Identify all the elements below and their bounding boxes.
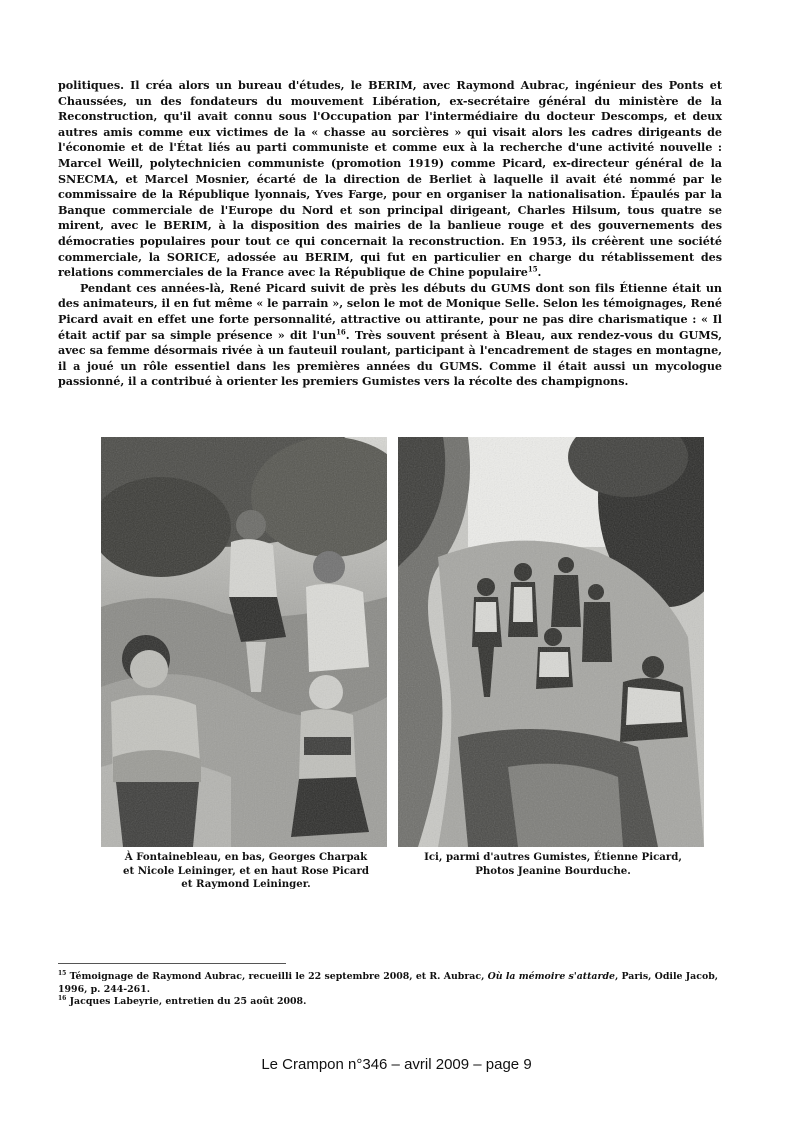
paragraph-1-text: politiques. Il créa alors un bureau d'études, le BERIM, avec Raymond Aubrac, ingénieur des Ponts et Chaussées, un des fondateurs du mouvement Libération, ex-secrétaire général du ministère de la Reconstruction, qu'il avait connu sous l'Occupation par l'intermédiaire du docteur Descomps, et deux autres amis comme eux victimes de la « chasse au sorcières » qui visait alors les cadres dirigeants de l'économie et de l'État liés au parti communiste et comme eux à la recherche d'une activité nouvelle : Marcel Weill, polytechnicien communiste (promotion 1919) comme Picard, ex-directeur général de la SNECMA, et Marcel Mosnier, écarté de la direction de Berliet à laquelle il avait été nommé par le commissaire de la République lyonnais, Yves Farge, pour en organiser la nationalisation. Épaulés par la Banque commerciale de l'Europe du Nord et son principal dirigeant, Charles Hilsum, tous quatre se mirent, avec le BERIM, à la disposition des mairies de la banlieue rouge et des gouvernements des démocraties populaires pour tout ce qui concernait la reconstruction. En 1953, ils créèrent une société commerciale, la SORICE, adossée au BERIM, qui fut en particulier en charge du rétablissement des relations commerciales de la France avec la République de Chine populaire (58, 78, 722, 280)
caption-left-line-2: et Nicole Leininger, et en haut Rose Picard (122, 864, 370, 877)
footnote-16 (58, 996, 726, 1009)
footnote-15-text-b: , Paris, Odile Jacob, 1996, p. 244-261. (58, 971, 719, 995)
caption-right-line-2: Photos Jeanine Bourduche. (475, 864, 631, 877)
caption-left-line-1: À Fontainebleau, en bas, Georges Charpak (124, 851, 368, 863)
paragraph-1-end: . (537, 265, 542, 280)
footnote-ref-16[interactable]: 16 (336, 326, 346, 336)
footnote-15 (58, 971, 726, 996)
footnote-divider (58, 963, 286, 964)
caption-right-line-1: Ici, parmi d'autres Gumistes, Étienne Picard, (424, 851, 682, 863)
paragraph-2-text-b: . Très souvent présent à Bleau, aux rendez-vous du GUMS, avec sa femme désormais rivée à un fauteuil roulant, participant à l'encadrement de stages en montagne, il a joué un rôle essentiel dans les premières années du GUMS. Comme il était aussi un mycologue passionné, il a contribué à orienter les premiers Gumistes vers la récolte des champignons. (58, 327, 722, 389)
caption-left (101, 851, 391, 892)
caption-left-line-3: et Raymond Leininger. (181, 878, 311, 891)
photo-gumistes-group (398, 437, 704, 847)
page-footer: Le Crampon n°346 – avril 2009 – page 9 (261, 1056, 532, 1073)
footnote-15-number: 15 (58, 969, 67, 977)
photo-fontainebleau-group (101, 437, 387, 847)
footnote-15-text-a: Témoignage de Raymond Aubrac, recueilli le 22 septembre 2008, et R. Aubrac, (66, 971, 488, 982)
footnote-15-book-title: Où la mémoire s'attarde (487, 971, 615, 982)
paragraph-1 (58, 78, 722, 281)
footnote-ref-15[interactable]: 15 (527, 264, 538, 274)
caption-right (400, 851, 706, 878)
footnote-16-text: Jacques Labeyrie, entretien du 25 août 2008. (66, 996, 307, 1008)
paragraph-2-text-a: Pendant ces années-là, René Picard suivit de près les débuts du GUMS dont son fils Étienne était un des animateurs, il en fut même « le parrain », selon le mot de Monique Selle. Selon les témoignages, René Picard avait en effet une forte personnalité, attractive ou attirante, pour ne pas dire charismatique : « Il était actif par sa simple présence » dit l'un (58, 280, 722, 342)
article-body (58, 78, 722, 390)
paragraph-2 (58, 281, 722, 390)
footnote-16-number: 16 (58, 995, 67, 1003)
footnotes (58, 971, 726, 1009)
